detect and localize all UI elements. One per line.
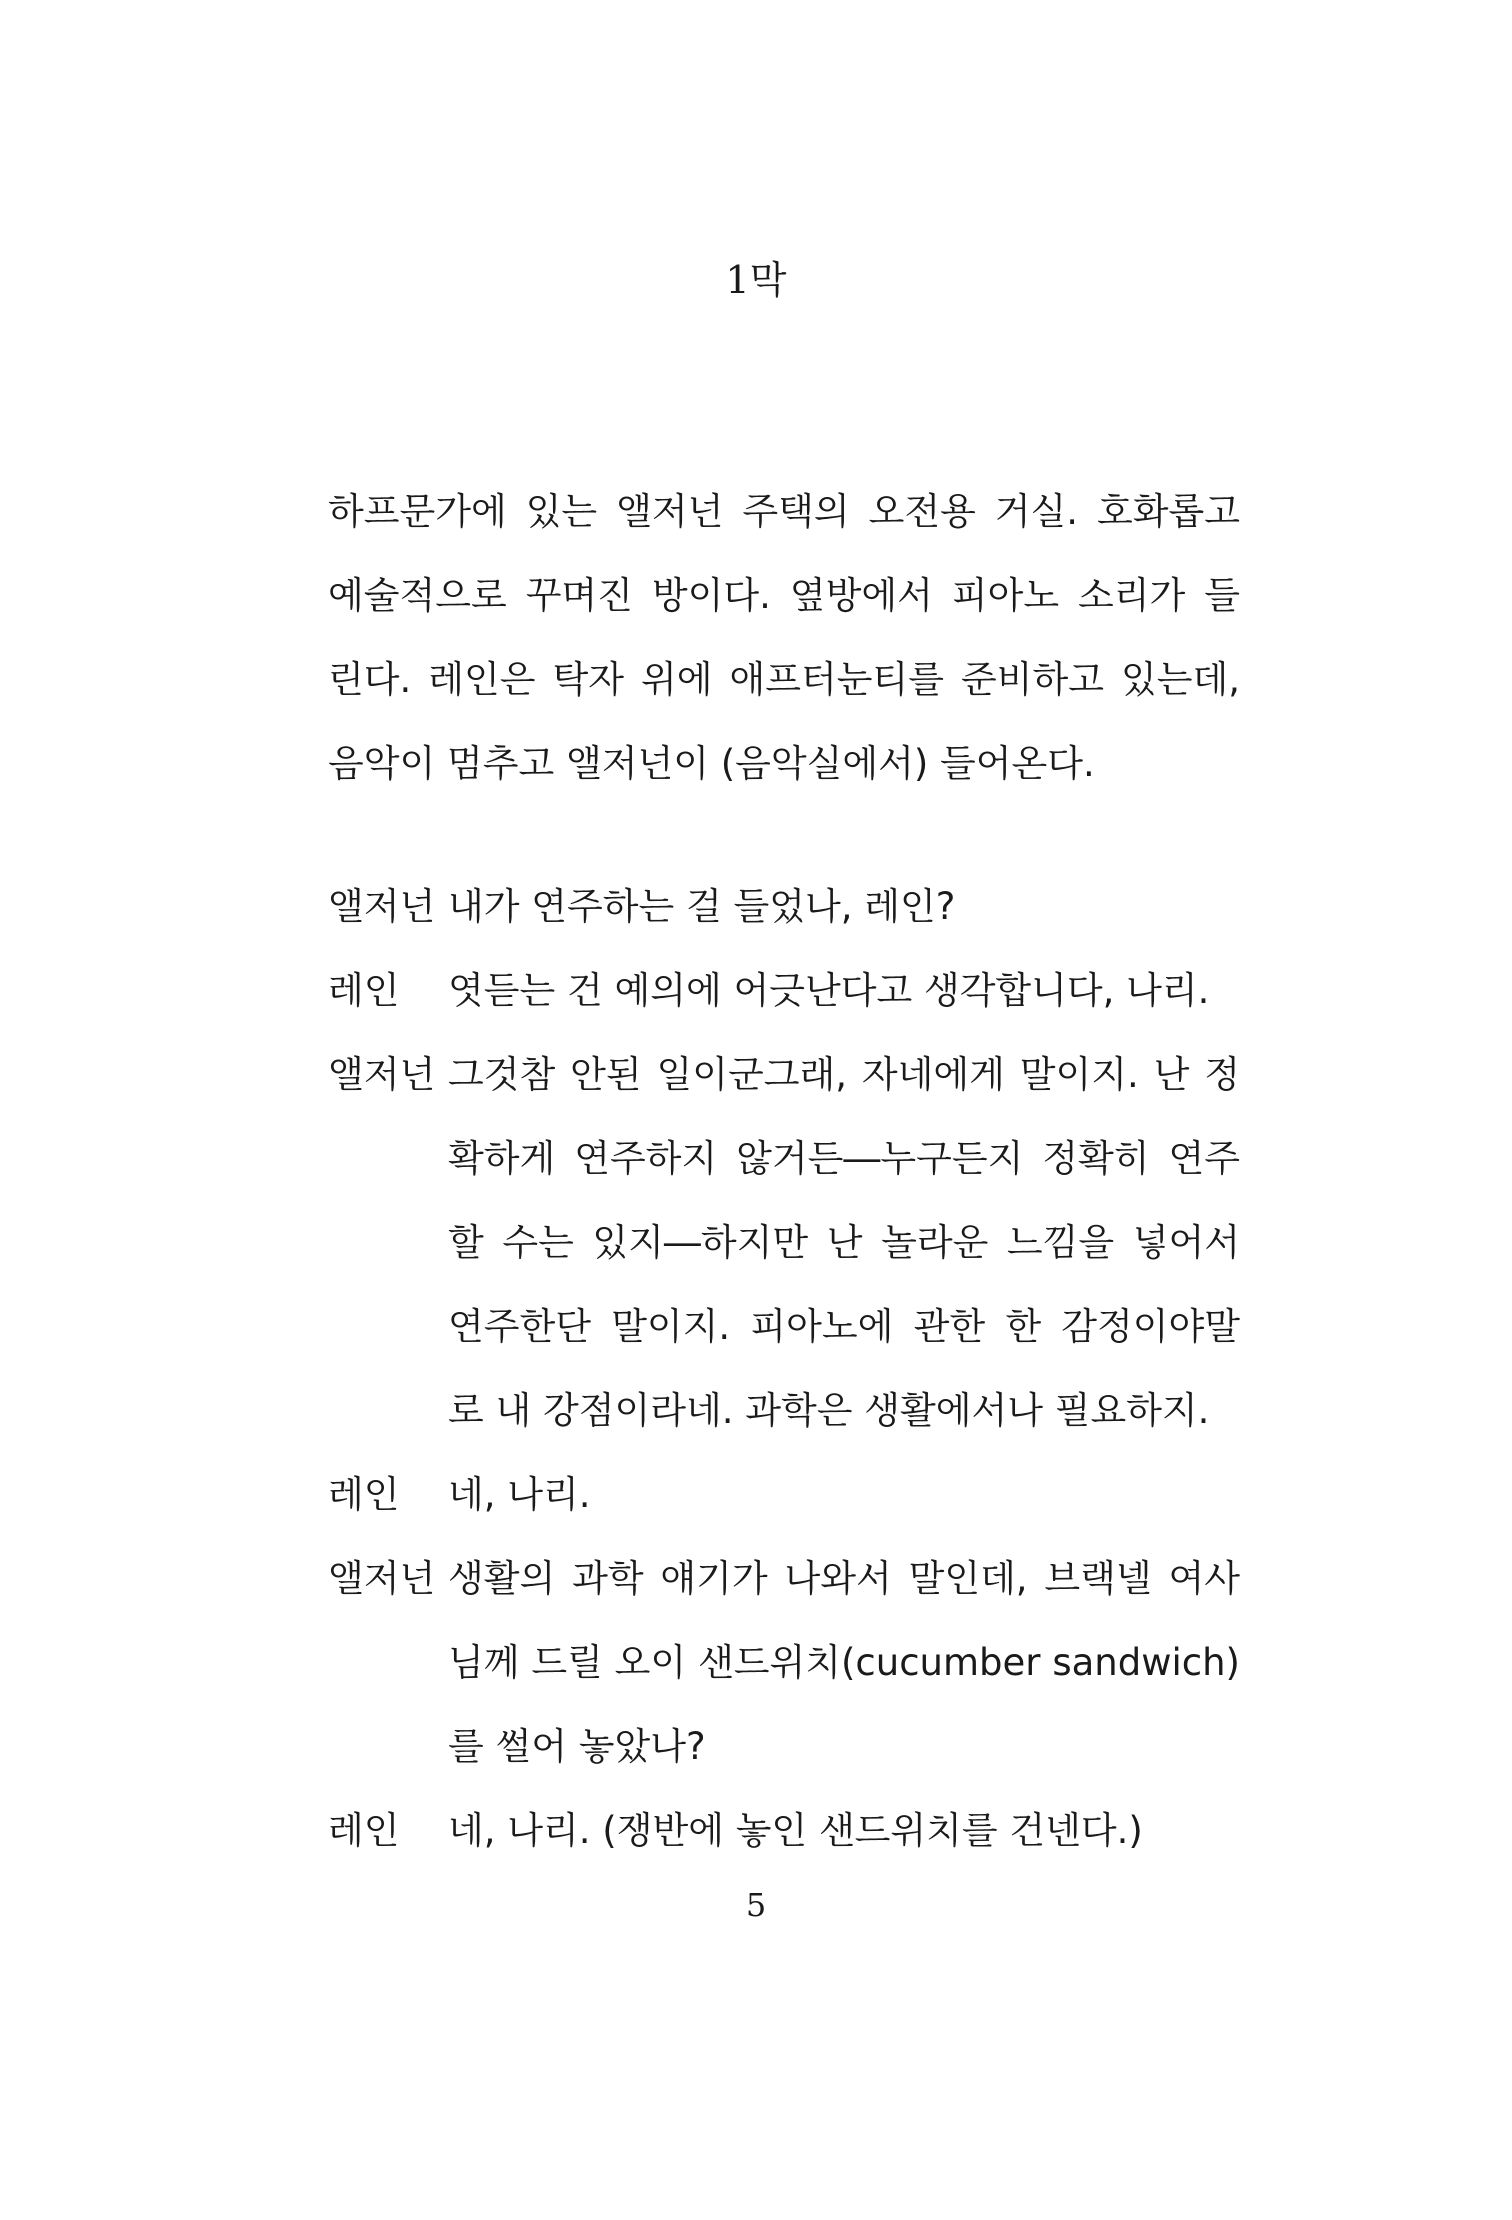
- speech-text: [448, 1537, 1240, 1789]
- dialogue-entry: [328, 949, 1240, 1033]
- speaker-name: 레인: [328, 1809, 400, 1852]
- dialogue: [328, 865, 1240, 1873]
- speech-text: [448, 1789, 1240, 1873]
- speech-text: [448, 865, 1240, 949]
- dialogue-entry: [328, 1453, 1240, 1537]
- speech-line: 확하게 연주하지 않거든―누구든지 정확히 연주: [448, 1137, 1240, 1180]
- stage-direction-line: 예술적으로 꾸며진 방이다. 옆방에서 피아노 소리가 들: [328, 574, 1240, 617]
- speech-line: 를 썰어 놓았나?: [448, 1725, 706, 1768]
- speech-line: 할 수는 있지―하지만 난 놀라운 느낌을 넣어서: [448, 1221, 1240, 1264]
- act-title: 1막: [725, 258, 787, 302]
- speaker-name: 레인: [328, 1473, 400, 1516]
- speech-line: 그것참 안된 일이군그래, 자네에게 말이지. 난 정: [448, 1053, 1240, 1096]
- speech-line: 네, 나리. (쟁반에 놓인 샌드위치를 건넨다.): [448, 1809, 1143, 1852]
- speech-line: 내가 연주하는 걸 들었나, 레인?: [448, 885, 956, 928]
- stage-direction-line: 린다. 레인은 탁자 위에 애프터눈티를 준비하고 있는데,: [328, 658, 1240, 701]
- speech-line: 연주한단 말이지. 피아노에 관한 한 감정이야말: [448, 1305, 1240, 1348]
- speech-text: [448, 1033, 1240, 1453]
- stage-direction-line: 음악이 멈추고 앨저넌이 (음악실에서) 들어온다.: [328, 742, 1095, 785]
- speaker-name: 앨저넌: [328, 1053, 436, 1096]
- speech-line: 로 내 강점이라네. 과학은 생활에서나 필요하지.: [448, 1389, 1210, 1432]
- speaker-name: 앨저넌: [328, 1557, 436, 1600]
- speech-line: 님께 드릴 오이 샌드위치(cucumber sandwich): [448, 1641, 1240, 1684]
- speaker-name: 레인: [328, 969, 400, 1012]
- speech-line: 엿듣는 건 예의에 어긋난다고 생각합니다, 나리.: [448, 969, 1210, 1012]
- dialogue-entry: [328, 1033, 1240, 1453]
- speech-text: [448, 949, 1240, 1033]
- dialogue-entry: [328, 1537, 1240, 1789]
- dialogue-entry: [328, 1789, 1240, 1873]
- dialogue-entry: [328, 865, 1240, 949]
- stage-direction: [328, 470, 1240, 806]
- stage-direction-line: 하프문가에 있는 앨저넌 주택의 오전용 거실. 호화롭고: [328, 490, 1240, 533]
- speaker-name: 앨저넌: [328, 885, 436, 928]
- speech-text: [448, 1453, 1240, 1537]
- speech-line: 생활의 과학 얘기가 나와서 말인데, 브랙넬 여사: [448, 1557, 1240, 1600]
- page-number: 5: [745, 1886, 767, 1924]
- speech-line: 네, 나리.: [448, 1473, 591, 1516]
